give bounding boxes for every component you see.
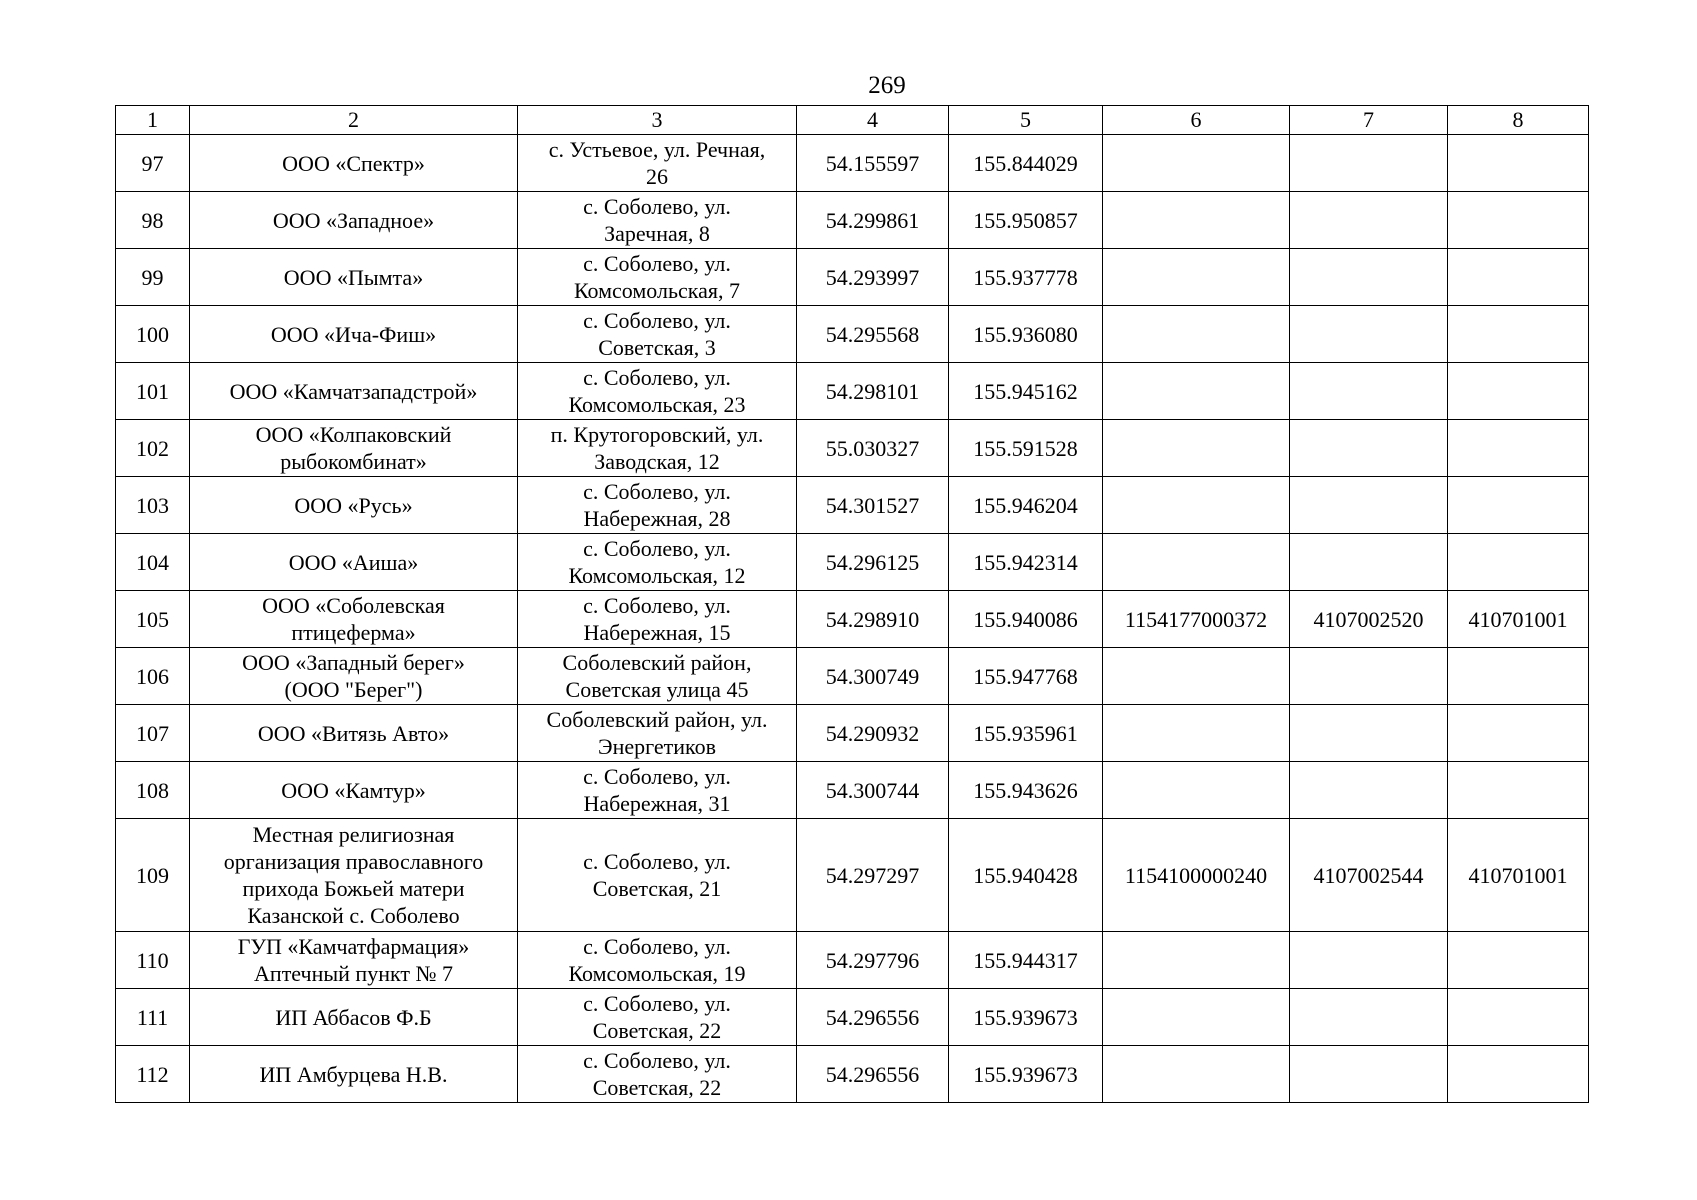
address-cell: с. Соболево, ул. Комсомольская, 12 xyxy=(518,534,797,591)
organization-name-cell: ИП Амбурцева Н.В. xyxy=(190,1046,518,1103)
ogrn-cell xyxy=(1103,249,1290,306)
kpp-cell: 410701001 xyxy=(1448,819,1589,932)
column-number-row xyxy=(116,106,1589,135)
latitude-cell: 54.300749 xyxy=(797,648,949,705)
inn-cell xyxy=(1290,249,1448,306)
longitude-cell: 155.950857 xyxy=(949,192,1103,249)
kpp-cell xyxy=(1448,420,1589,477)
column-number-cell: 7 xyxy=(1290,106,1448,135)
row-number-cell: 112 xyxy=(116,1046,190,1103)
inn-cell xyxy=(1290,306,1448,363)
longitude-cell: 155.936080 xyxy=(949,306,1103,363)
ogrn-cell xyxy=(1103,932,1290,989)
organization-name-cell: ООО «Западный берег» (ООО "Берег") xyxy=(190,648,518,705)
kpp-cell xyxy=(1448,477,1589,534)
row-number-cell: 104 xyxy=(116,534,190,591)
table-row xyxy=(116,477,1589,534)
organization-name-cell: ООО «Русь» xyxy=(190,477,518,534)
latitude-cell: 54.297297 xyxy=(797,819,949,932)
row-number-cell: 100 xyxy=(116,306,190,363)
organization-name-cell: ООО «Спектр» xyxy=(190,135,518,192)
row-number-cell: 105 xyxy=(116,591,190,648)
latitude-cell: 54.296125 xyxy=(797,534,949,591)
column-number-cell: 5 xyxy=(949,106,1103,135)
longitude-cell: 155.939673 xyxy=(949,989,1103,1046)
row-number-cell: 109 xyxy=(116,819,190,932)
longitude-cell: 155.947768 xyxy=(949,648,1103,705)
row-number-cell: 108 xyxy=(116,762,190,819)
latitude-cell: 54.296556 xyxy=(797,1046,949,1103)
row-number-cell: 103 xyxy=(116,477,190,534)
organization-name-cell: ООО «Западное» xyxy=(190,192,518,249)
inn-cell xyxy=(1290,420,1448,477)
latitude-cell: 54.300744 xyxy=(797,762,949,819)
row-number-cell: 97 xyxy=(116,135,190,192)
table-body xyxy=(116,106,1589,1103)
inn-cell: 4107002544 xyxy=(1290,819,1448,932)
table-row xyxy=(116,989,1589,1046)
address-cell: с. Соболево, ул. Комсомольская, 23 xyxy=(518,363,797,420)
organization-name-cell: ГУП «Камчатфармация» Аптечный пункт № 7 xyxy=(190,932,518,989)
table-row xyxy=(116,249,1589,306)
organization-name-cell: ООО «Соболевская птицеферма» xyxy=(190,591,518,648)
address-cell: с. Соболево, ул. Советская, 21 xyxy=(518,819,797,932)
column-number-cell: 6 xyxy=(1103,106,1290,135)
address-cell: с. Соболево, ул. Советская, 3 xyxy=(518,306,797,363)
longitude-cell: 155.939673 xyxy=(949,1046,1103,1103)
address-cell: п. Крутогоровский, ул. Заводская, 12 xyxy=(518,420,797,477)
ogrn-cell xyxy=(1103,135,1290,192)
column-number-cell: 2 xyxy=(190,106,518,135)
kpp-cell xyxy=(1448,192,1589,249)
kpp-cell xyxy=(1448,762,1589,819)
kpp-cell xyxy=(1448,932,1589,989)
organization-name-cell: ООО «Аиша» xyxy=(190,534,518,591)
latitude-cell: 54.296556 xyxy=(797,989,949,1046)
page-number: 269 xyxy=(868,72,906,99)
address-cell: с. Соболево, ул. Комсомольская, 7 xyxy=(518,249,797,306)
organization-name-cell: ООО «Камчатзападстрой» xyxy=(190,363,518,420)
inn-cell: 4107002520 xyxy=(1290,591,1448,648)
inn-cell xyxy=(1290,932,1448,989)
address-cell: с. Соболево, ул. Набережная, 15 xyxy=(518,591,797,648)
ogrn-cell xyxy=(1103,420,1290,477)
table-row xyxy=(116,591,1589,648)
inn-cell xyxy=(1290,1046,1448,1103)
table-row xyxy=(116,932,1589,989)
table-row xyxy=(116,762,1589,819)
kpp-cell xyxy=(1448,135,1589,192)
longitude-cell: 155.937778 xyxy=(949,249,1103,306)
kpp-cell xyxy=(1448,1046,1589,1103)
inn-cell xyxy=(1290,477,1448,534)
inn-cell xyxy=(1290,135,1448,192)
table-row xyxy=(116,306,1589,363)
ogrn-cell xyxy=(1103,648,1290,705)
ogrn-cell: 1154100000240 xyxy=(1103,819,1290,932)
latitude-cell: 54.297796 xyxy=(797,932,949,989)
longitude-cell: 155.940428 xyxy=(949,819,1103,932)
column-number-cell: 3 xyxy=(518,106,797,135)
kpp-cell: 410701001 xyxy=(1448,591,1589,648)
inn-cell xyxy=(1290,989,1448,1046)
row-number-cell: 101 xyxy=(116,363,190,420)
latitude-cell: 54.298101 xyxy=(797,363,949,420)
table-row xyxy=(116,819,1589,932)
address-cell: с. Соболево, ул. Советская, 22 xyxy=(518,989,797,1046)
ogrn-cell xyxy=(1103,363,1290,420)
row-number-cell: 98 xyxy=(116,192,190,249)
organization-name-cell: ООО «Колпаковский рыбокомбинат» xyxy=(190,420,518,477)
row-number-cell: 107 xyxy=(116,705,190,762)
address-cell: с. Соболево, ул. Набережная, 28 xyxy=(518,477,797,534)
row-number-cell: 110 xyxy=(116,932,190,989)
table-row xyxy=(116,420,1589,477)
table-row xyxy=(116,648,1589,705)
longitude-cell: 155.943626 xyxy=(949,762,1103,819)
latitude-cell: 55.030327 xyxy=(797,420,949,477)
kpp-cell xyxy=(1448,534,1589,591)
table-row xyxy=(116,1046,1589,1103)
longitude-cell: 155.946204 xyxy=(949,477,1103,534)
row-number-cell: 102 xyxy=(116,420,190,477)
organization-name-cell: ООО «Камтур» xyxy=(190,762,518,819)
table-row xyxy=(116,135,1589,192)
table-row xyxy=(116,705,1589,762)
address-cell: с. Устьевое, ул. Речная, 26 xyxy=(518,135,797,192)
organizations-table xyxy=(115,105,1589,1103)
inn-cell xyxy=(1290,534,1448,591)
ogrn-cell xyxy=(1103,989,1290,1046)
longitude-cell: 155.940086 xyxy=(949,591,1103,648)
kpp-cell xyxy=(1448,306,1589,363)
latitude-cell: 54.155597 xyxy=(797,135,949,192)
longitude-cell: 155.935961 xyxy=(949,705,1103,762)
kpp-cell xyxy=(1448,648,1589,705)
ogrn-cell xyxy=(1103,477,1290,534)
ogrn-cell: 1154177000372 xyxy=(1103,591,1290,648)
inn-cell xyxy=(1290,705,1448,762)
table-row xyxy=(116,363,1589,420)
latitude-cell: 54.290932 xyxy=(797,705,949,762)
row-number-cell: 106 xyxy=(116,648,190,705)
address-cell: с. Соболево, ул. Набережная, 31 xyxy=(518,762,797,819)
latitude-cell: 54.295568 xyxy=(797,306,949,363)
ogrn-cell xyxy=(1103,705,1290,762)
ogrn-cell xyxy=(1103,1046,1290,1103)
ogrn-cell xyxy=(1103,534,1290,591)
ogrn-cell xyxy=(1103,762,1290,819)
address-cell: с. Соболево, ул. Комсомольская, 19 xyxy=(518,932,797,989)
latitude-cell: 54.298910 xyxy=(797,591,949,648)
table-row xyxy=(116,192,1589,249)
column-number-cell: 1 xyxy=(116,106,190,135)
organization-name-cell: ООО «Пымта» xyxy=(190,249,518,306)
organization-name-cell: ИП Аббасов Ф.Б xyxy=(190,989,518,1046)
inn-cell xyxy=(1290,192,1448,249)
latitude-cell: 54.299861 xyxy=(797,192,949,249)
row-number-cell: 111 xyxy=(116,989,190,1046)
ogrn-cell xyxy=(1103,192,1290,249)
address-cell: с. Соболево, ул. Заречная, 8 xyxy=(518,192,797,249)
kpp-cell xyxy=(1448,249,1589,306)
latitude-cell: 54.301527 xyxy=(797,477,949,534)
address-cell: Соболевский район, Советская улица 45 xyxy=(518,648,797,705)
latitude-cell: 54.293997 xyxy=(797,249,949,306)
inn-cell xyxy=(1290,762,1448,819)
organization-name-cell: ООО «Ича-Фиш» xyxy=(190,306,518,363)
organization-name-cell: ООО «Витязь Авто» xyxy=(190,705,518,762)
longitude-cell: 155.945162 xyxy=(949,363,1103,420)
kpp-cell xyxy=(1448,363,1589,420)
column-number-cell: 8 xyxy=(1448,106,1589,135)
row-number-cell: 99 xyxy=(116,249,190,306)
address-cell: Соболевский район, ул. Энергетиков xyxy=(518,705,797,762)
inn-cell xyxy=(1290,648,1448,705)
longitude-cell: 155.942314 xyxy=(949,534,1103,591)
longitude-cell: 155.944317 xyxy=(949,932,1103,989)
organization-name-cell: Местная религиозная организация православного прихода Божьей матери Казанской с. Соболево xyxy=(190,819,518,932)
ogrn-cell xyxy=(1103,306,1290,363)
address-cell: с. Соболево, ул. Советская, 22 xyxy=(518,1046,797,1103)
kpp-cell xyxy=(1448,989,1589,1046)
column-number-cell: 4 xyxy=(797,106,949,135)
longitude-cell: 155.844029 xyxy=(949,135,1103,192)
kpp-cell xyxy=(1448,705,1589,762)
inn-cell xyxy=(1290,363,1448,420)
table-row xyxy=(116,534,1589,591)
longitude-cell: 155.591528 xyxy=(949,420,1103,477)
